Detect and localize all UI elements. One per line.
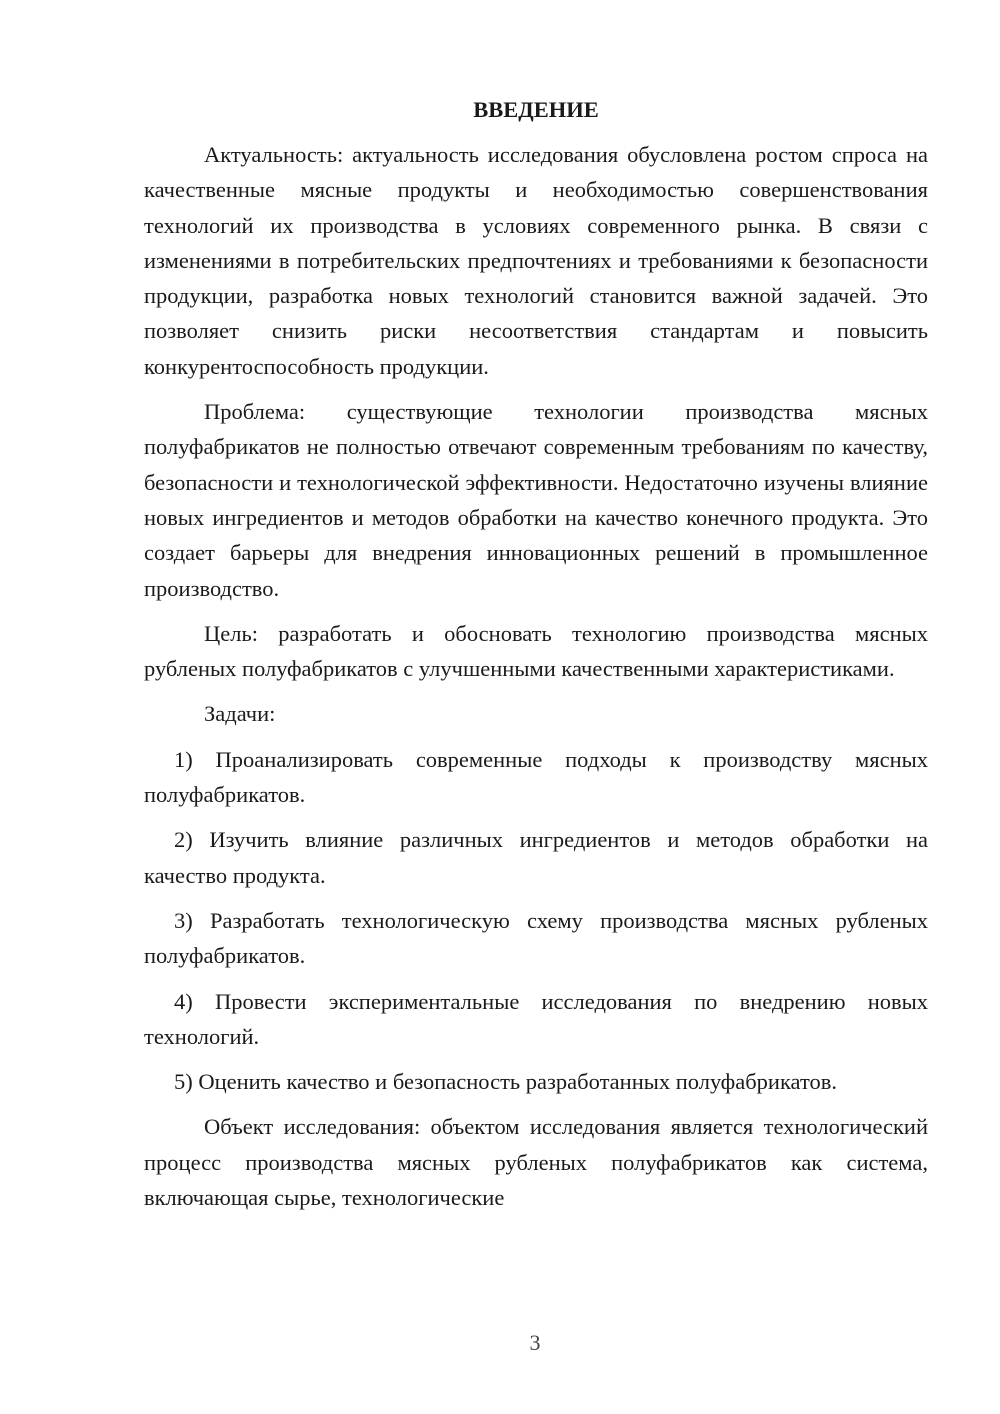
object-paragraph: Объект исследования: объектом исследования является технологический процесс производства мясных рубленых полуфабрикатов как система, включающая сырье, технологические (144, 1114, 928, 1211)
list-item: 5) Оценить качество и безопасность разработанных полуфабрикатов. (174, 1069, 837, 1095)
list-item: 4) Провести экспериментальные исследования по внедрению новых технологий. (144, 988, 928, 1049)
document-page (144, 92, 928, 1215)
goal-paragraph: Цель: разработать и обосновать технологию производства мясных рубленых полуфабрикатов с улучшенными качественными характеристиками. (144, 620, 928, 682)
page-title: ВВЕДЕНИЕ (473, 97, 599, 122)
problem-paragraph: Проблема: существующие технологии производства мясных полуфабрикатов не полностью отвечают современным требованиям по качеству, безопасности и технологической эффективности. Недостаточно изучены влияние новых ингредиентов и методов обработки на качество конечного продукта. Это создает барьеры для внедрения инновационных решений в промышленное производство. (144, 399, 928, 601)
tasks-label: Задачи: (204, 701, 276, 727)
page-number: 3 (529, 1330, 541, 1355)
list-item: 2) Изучить влияние различных ингредиентов и методов обработки на качество продукта. (144, 827, 928, 888)
list-item: 3) Разработать технологическую схему производства мясных рубленых полуфабрикатов. (144, 907, 928, 969)
tasks-list (144, 742, 928, 1100)
relevance-paragraph: Актуальность: актуальность исследования обусловлена ростом спроса на качественные мясные продукты и необходимостью совершенствования технологий их производства в условиях современного рынка. В связи с изменениями в потребительских предпочтениях и требованиями к безопасности продукции, разработка новых технологий становится важной задачей. Это позволяет снизить риски несоответствия стандартам и повысить конкурентоспособность продукции. (144, 142, 928, 379)
list-item: 1) Проанализировать современные подходы к производству мясных полуфабрикатов. (144, 746, 928, 808)
